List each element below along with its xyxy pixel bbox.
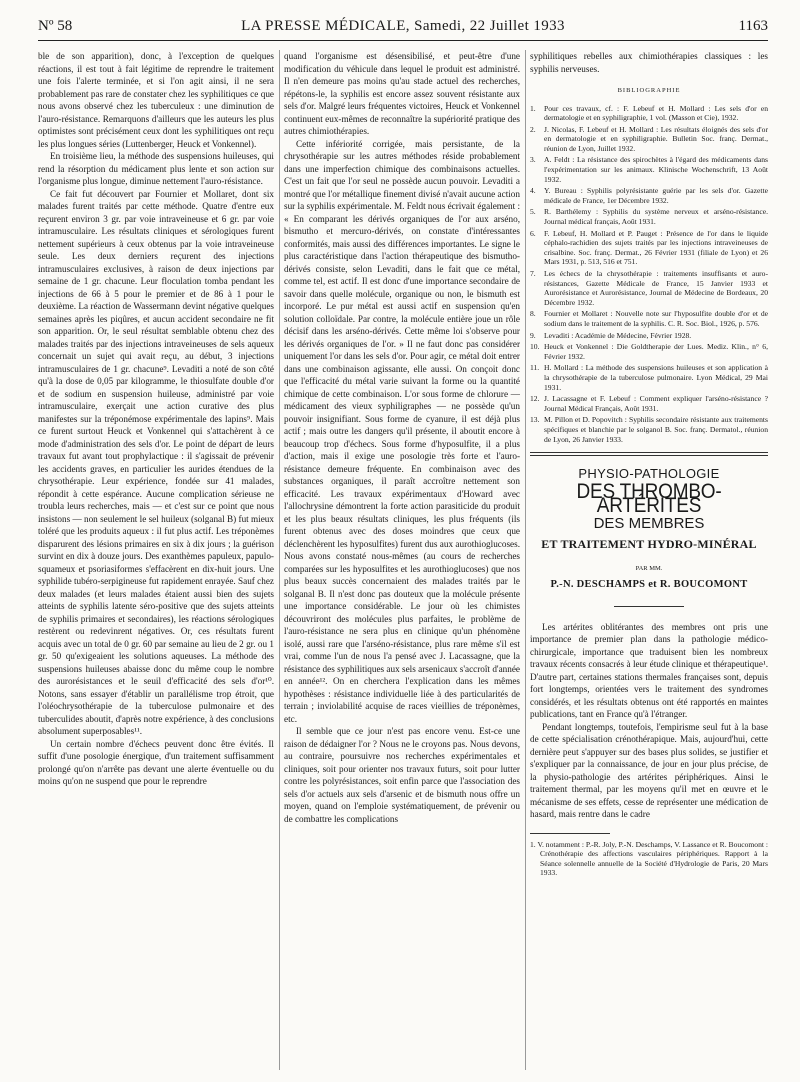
article-title: DES THROMBO-ARTÉRITES <box>576 479 722 517</box>
column-1 <box>38 50 274 788</box>
bibliography-number: 4. <box>530 186 536 196</box>
paragraph: Il semble que ce jour n'est pas encore venu. Est-ce une raison de dédaigner l'or ? Nous ne le croyons pas. Nous devons, au contraire, poursuivre nos recherches expérimentales et cliniques, soit pour orienter nos travaux futurs, soit pour lutter contre les polyrésistances, soit enfin parce que l'association des sels d'or actuels aux sels d'arsenic et de bismuth nous offre un moyen, quand on l'emploie systématiquement, de prévenir ou de combattre les complications <box>284 726 520 824</box>
bibliography-number: 12. <box>530 394 540 404</box>
bibliography-text: Levaditi : Académie de Médecine, Février 1928. <box>544 330 692 340</box>
page-number: 1163 <box>738 18 768 34</box>
bibliography-number: 9. <box>530 330 536 340</box>
section-separator <box>530 455 768 456</box>
bibliography-text: J. Lacassagne et F. Lebeuf : Comment expliquer l'arséno-résistance ? Journal Médical Français, Août 1931. <box>544 394 768 413</box>
bibliography-text: Heuck et Vonkennel : Die Goldtherapie der Lues. Mediz. Klin., n° 6, Février 1932. <box>544 342 768 361</box>
article-subtitle: ET TRAITEMENT HYDRO-MINÉRAL <box>541 537 757 552</box>
bibliography-number: 13. <box>530 415 540 425</box>
article-title-line2: DES MEMBRES <box>593 514 705 532</box>
paragraph: Les artérites oblitérantes des membres ont pris une importance de premier plan dans la pathologie médico-chirurgicale, importance que traduisent bien les nombreux travaux récents consacrés à leur étude clinique et thérapeutique¹. D'autre part, certaines stations thermales françaises sont, depuis fort longtemps, orientées vers le traitement des syndromes considérés, et les résultats obtenus ont été rapportés en maintes publications, tant en France qu'à l'étranger. <box>530 621 768 720</box>
bibliography-item <box>530 363 768 392</box>
bibliography-text: Fournier et Mollaret : Nouvelle note sur l'hyposulfite double d'or et de sodium dans le traitement de la syphilis. C. R. Soc. Biol., 1926, p. 576. <box>544 309 768 328</box>
bibliography-number: 6. <box>530 228 536 238</box>
bibliography-text: H. Mollard : La méthode des suspensions huileuses et son application à la chrysothérapie de la tuberculose pulmonaire. Lyon Médical, 29 Mai 1931. <box>544 363 768 392</box>
bibliography-number: 5. <box>530 207 536 217</box>
bibliography-number: 10. <box>530 342 540 352</box>
column-3 <box>530 50 768 878</box>
bibliography-item <box>530 186 768 205</box>
paragraph: Ce fait fut découvert par Fournier et Mollaret, dont six malades furent traités par cette méthode. Quatre d'entre eux reçurent environ 3 gr. par voie intraveineuse et 6 gr. par voie intramusculaire. Les résultats cliniques et sérologiques furent nettement supérieurs à ceux obtenus par la voie intraveineuse seule. Les deux derniers reçurent des injections intramusculaires exclusives, à raison de deux injections par semaine de 1 gr. chacune. Leur floculation tomba pendant les injections de 66 à 5 pour le premier et de 86 à 1 pour le deuxième. La réaction de Wassermann devint négative quelques semaines après les piqûres, et aucun accident secondaire ne fit son apparition. Or, le seul résultat semblable obtenu chez des malades traités par des injections intraveineuses de sels aqueux concernait un sujet qui avait reçu, au début, 3 injections intramusculaires de 1 gr. chacune⁹. Levaditi a noté de son côté qu'à la dose de 0,05 par kilogramme, le thiosulfate double d'or et de sodium en suspension huileuse, administré par voie intramusculaire, exerçait une action curative des plus manifestes sur la tréponémose expérimentale des lapins⁹. Mais ce furent surtout Heuck et Vonkennel qui s'attachèrent à ce mode d'administration des sels d'or. Le point de départ de leurs travaux fut avant tout prophylactique : il s'agissait de prévenir les accidents graves, en particulier les aurides étendues de la chrysothérapie. Leur expérience, fondée sur 41 malades, répondit à cette espérance. Aucune complication sérieuse ne troubla leurs recherches, mais — et c'est sur ce point que nous insistons — non seulement le sel huileux (solganal B) fut mieux toléré que les produits aqueux : il fut plus actif. Les tréponèmes disparurent des lésions primaires en six à dix jours ; la guérison survint en dix à douze jours. Des exanthèmes papuleux, papulo-squameux et psoriasiformes s'effacèrent en dix-huit jours. Une syphilide tubéro-serpigineuse fut rapidement enrayée. Sauf chez deux malades (et leurs malades étaient aussi bien des sujets atteints de syphilis latente séro-positive que des sujets atteints de syphilis primaires et secondaires), les réactions sérologiques restèrent ou redevinrent négatives. Or, ces résultats furent acquis avec un total de 0 gr. 60 par semaine au lieu de 2 gr. ou 1 gr. 50 qu'exigeaient les solutions aqueuses. La méthode des suspensions huileuses abaisse donc du même coup le nombre des aurorésistances et le seuil d'efficacité des sels d'or¹⁰. Notons, sans essayer d'établir un parallélisme trop étroit, que l'oléochrysothérapie de la tuberculose pulmonaire et des tuberculides aboutit, d'après notre expérience, à des conclusions absolument superposables¹¹. <box>38 188 274 736</box>
page-header <box>38 18 768 41</box>
bibliography-item <box>530 104 768 123</box>
bibliography-item <box>530 309 768 328</box>
bibliography-text: Pour ces travaux, cf. : F. Lebeuf et H. Mollard : Les sels d'or en dermatologie et en syphiligraphie, 1 vol. (Masson et Cie), 1932. <box>544 103 768 123</box>
bibliography-item <box>530 342 768 361</box>
column-rule <box>279 50 280 1070</box>
bibliography-text: J. Nicolas, F. Lebeuf et H. Mollard : Les résultats éloignés des sels d'or en dermatologie et en syphiligraphie. Bulletin Soc. franç. Dermat., réunion de Lyon, Juillet 1932. <box>544 124 768 153</box>
bibliography-item <box>530 155 768 184</box>
paragraph: Un certain nombre d'échecs peuvent donc être évités. Il suffit d'une posologie énergique, d'un traitement suffisamment prolongé qu'on n'arrête pas devant une alerte éventuelle ou du moins qu'on ne suspend que pour le reprendre <box>38 738 274 786</box>
bibliography-item <box>530 207 768 226</box>
paragraph: En troisième lieu, la méthode des suspensions huileuses, qui rend la résorption du médicament plus lente et son action sur l'organisme plus longue, diminue nettement l'auro-résistance. <box>38 151 274 186</box>
column-rule <box>525 50 526 1070</box>
section-separator <box>530 452 768 453</box>
footnote: 1. V. notamment : P.-R. Joly, P.-N. Deschamps, V. Lassance et R. Boucomont : Crénothérapie des affections vasculaires périphériques. Rapport à la Séance solennelle annuelle de la Société d'Hydrologie de Paris, 20 Mars 1933. <box>530 839 768 878</box>
bibliography-item <box>530 269 768 307</box>
bibliography-number: 1. <box>530 103 536 113</box>
bibliography-item <box>530 331 768 341</box>
bibliography-text: Les échecs de la chrysothérapie : traitements insuffisants et auro-résistances, Gazette Médicale de France, 15 Janvier 1933 et Aurorésistance et Aurorésistance, Journal de Médecine de Bordeaux, 20 Décembre 1932. <box>544 269 768 307</box>
bibliography-list <box>530 104 768 445</box>
article-kicker: PHYSIO-PATHOLOGIE <box>578 466 720 482</box>
footnote-rule <box>530 833 610 834</box>
bibliography-item <box>530 229 768 267</box>
bibliography-number: 8. <box>530 309 536 319</box>
paragraph: Cette infériorité corrigée, mais persistante, de la chrysothérapie sur les autres méthodes réside probablement dans une imperfection chimique des combinaisons actuelles. C'est un fait que l'or seul ne possède aucun pouvoir. Levaditi a montré que l'or métallique finement divisé n'avait aucune action sur la syphilis expérimentale. M. Feldt nous écrivait également : « En comparant les dérivés organiques de l'or aux arséno, bismutho et mercuro-dérivés, on constate d'intéressantes conformités, mais aussi des différences importantes. Le signe le plus caractéristique dans l'action thérapeutique des bismutho-dérivés consiste, selon Levaditi, dans le fait que ce métal, comme tel, est actif. Il est donc d'une importance secondaire de savoir dans quelle molécule, organique ou non, le bismuth est incorporé. Le pur métal est aussi actif en suspension qu'en solution colloïdale. Par contre, la molécule entière joue un rôle décisif dans les arséno-dérivés. Cette même loi s'observe pour les dérivés organiques de l'or. » Il ne faut donc pas considérer uniquement l'or dans les sels d'or. Pour agir, ce métal doit entrer dans une combinaison agissante, elle aussi. On conçoit donc que l'efficacité du métal varie suivant la forme ou la quantité chimique de cette combinaison. L'or sous forme de chlorure — médicament des vieux syphiligraphes — ne possède qu'un pouvoir insignifiant. Sous forme de cyanure, il est déjà plus actif ; mais outre les dangers qu'il présente, il aboutit encore à beaucoup trop d'échecs. Sous forme d'hyposulfite, il a plus d'action, mais il exige une posologie très forte et l'auro-résistance demeure fréquente. En combinaison avec des substances organiques, il paraît accroître nettement son efficacité. Les travaux expérimentaux d'Howard avec l'allochrysine démontrent la forte action parasiticide du produit et les plus beaux résultats cliniques, les plus fréquents (ils furent obtenus avec des doses moindres que ceux que déclenchèrent les hyposulfites) furent dus aux aurothioglucoses. Nous avons constaté nous-mêmes (au cours de recherches comparées sur les hyposulfites et les aurothioglucoses) que nos plus beaux succès concernaient des malades traités par le solganal B. Il n'est donc pas douteux que la molécule présente une importance considérable. Le jour où les chimistes découvriront des molécules plus parfaites, le problème de l'auro-résistance ne sera plus en clinique qu'un phénomène isolé, aussi rare que l'arséno-résistance, plus rare même s'il est vrai, comme l'un de nous l'a pensé avec J. Lacassagne, que la résistance des syphilitiques aux sels arsenicaux s'accroît d'année en année¹². On en cherchera l'explication dans les mêmes hypothèses : résistance individuelle liée à des particularités de terrain ; inviolabilité acquise de races vieillies de tréponèmes, etc. <box>284 138 521 724</box>
bibliography-title: BIBLIOGRAPHIE <box>617 87 681 94</box>
bibliography-text: F. Lebeuf, H. Mollard et P. Pauget : Présence de l'or dans le liquide céphalo-rachidien des sujets traités par les injections intraveineuses de crisalbine. Soc. franç. Dermat., 26 Février 1931 (filiale de Lyon) et 26 Mars 1931, p. 513, 516 et 751. <box>544 228 768 267</box>
bibliography-text: M. Pillon et D. Popovitch : Syphilis secondaire résistante aux traitements spécifiques et blanchie par le solganol B. Soc. franç. Dermatol., réunion de Lyon, 26 Janvier 1933. <box>544 415 768 444</box>
bibliography-item <box>530 125 768 154</box>
column-2 <box>284 50 520 825</box>
paragraph: quand l'organisme est désensibilisé, et peut-être d'une modification du véhicule dans lequel le produit est administré. Il n'en demeure pas moins qu'au stade actuel des recherches, répétons-le, la syphilis est encore assez souvent résistante aux sels d'or. Malgré leurs fréquentes victoires, Heuck et Vonkennel continuent eux-mêmes de reconnaître la supériorité pratique des autres chimiothérapies. <box>284 51 520 136</box>
bibliography-number: 7. <box>530 269 536 278</box>
issue-number: Nº 58 <box>38 18 73 34</box>
bibliography-number: 2. <box>530 124 536 134</box>
bibliography-item <box>530 415 768 444</box>
bibliography-number: 11. <box>530 363 540 373</box>
bibliography-text: Y. Bureau : Syphilis polyrésistante guérie par les sels d'or. Gazette médicale de France, 1er Décembre 1932. <box>544 186 768 205</box>
paragraph: syphilitiques rebelles aux chimiothérapies classiques : les syphilis nerveuses. <box>530 51 768 74</box>
title-rule <box>614 606 684 607</box>
paragraph: ble de son apparition), donc, à l'exception de quelques réactions, il est tout à fait légitime de reprendre le traitement une fois l'alerte terminée, et si l'on agit ainsi, il ne sera probablement pas rare de constater chez les syphilitiques ce que nous avons observé chez les tuberculeux : une diminution de l'auro-résistance. Remarquons d'ailleurs que les auteurs les plus optimistes sont précisément ceux dont les syphilitiques ont reçu les plus longues séries (Luttenberger, Heuck et Vonkennel). <box>38 51 274 149</box>
byline-prefix: PAR MM. <box>635 564 663 572</box>
bibliography-text: A. Feldt : La résistance des spirochètes à l'égard des médicaments dans l'expérimentation sur les animaux. Klinische Wochenschrift, 13 Août 1932. <box>544 155 768 184</box>
paragraph: Pendant longtemps, toutefois, l'empirisme seul fut à la base de cette spécialisation crénothérapique. Mais, aujourd'hui, cette dernière peut s'appuyer sur des bases plus solides, se justifier et s'expliquer par la connaissance, de jour en jour plus précise, de la physio-pathologie des artérites périphériques. Ainsi le traitement thermal, par les moyens qu'il met en œuvre et le mécanisme de ses effets, cesse de représenter une médication de hasard, mais rentre dans le cadre <box>530 721 768 820</box>
bibliography-number: 3. <box>530 155 536 165</box>
bibliography-item <box>530 394 768 413</box>
journal-title: LA PRESSE MÉDICALE, Samedi, 22 Juillet 1933 <box>241 18 565 34</box>
article-authors: P.-N. DESCHAMPS et R. BOUCOMONT <box>550 579 748 591</box>
bibliography-text: R. Barthélemy : Syphilis du système nerveux et arséno-résistance. Journal médical français, Août 1931. <box>544 207 768 227</box>
